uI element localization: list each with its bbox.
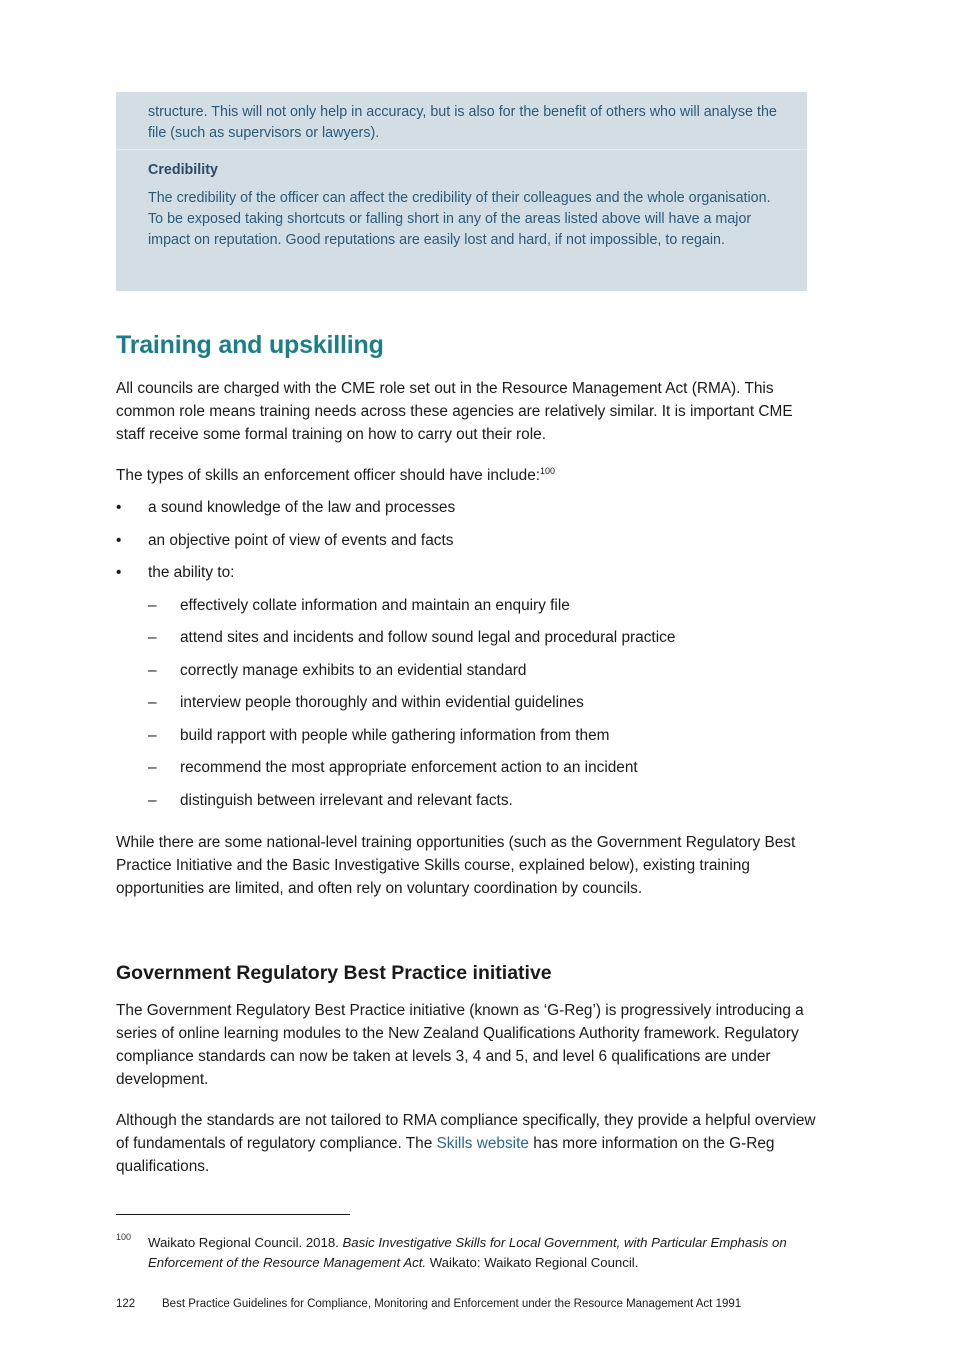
footnote-ref[interactable]: 100 [540, 465, 556, 476]
page-number: 122 [116, 1298, 136, 1310]
list-item-text: the ability to: [148, 564, 235, 581]
sub-list-item-text: recommend the most appropriate enforcement action to an incident [180, 759, 638, 776]
subsection-paragraph: The Government Regulatory Best Practice initiative (known as ‘G-Reg’) is progressively introducing a series of online learning modules to the New Zealand Qualifications Authority framework. Regulatory compliance standards can now be taken at levels 3, 4 and 5, and level 6 qualifications are under development. [116, 1002, 804, 1088]
page-footer [116, 1298, 741, 1310]
sub-list-item-text: distinguish between irrelevant and relevant facts. [180, 792, 513, 809]
document-title: Best Practice Guidelines for Compliance, Monitoring and Enforcement under the Resource Management Act 1991 [162, 1298, 742, 1310]
list-item-text: an objective point of view of events and facts [148, 532, 454, 549]
callout-box [116, 92, 807, 291]
paragraph-text: Although the standards are not tailored to RMA compliance specifically, they provide a helpful overview of fundamentals of regulatory compliance. The [116, 1112, 816, 1152]
footnote-number: 100 [116, 1232, 132, 1242]
footnote-publisher: Waikato: Waikato Regional Council. [426, 1255, 639, 1270]
dash-icon: – [148, 597, 157, 614]
subsection-paragraph-skills [116, 1109, 816, 1178]
sub-list-item-text: effectively collate information and maintain an enquiry file [180, 597, 570, 614]
section-intro: All councils are charged with the CME role set out in the Resource Management Act (RMA). This common role means training needs across these agencies are relatively similar. It is important CME staff receive some formal training on how to carry out their role. [116, 380, 793, 443]
footnote-author: Waikato Regional Council. 2018. [148, 1235, 343, 1250]
skills-lead-text: The types of skills an enforcement officer should have include: [116, 467, 541, 484]
section-closing: While there are some national-level training opportunities (such as the Government Regulatory Best Practice Initiative and the Basic Investigative Skills course, explained below), existing training opportunities are limited, and often rely on voluntary coordination by councils. [116, 834, 796, 897]
callout-paragraph: structure. This will not only help in accuracy, but is also for the benefit of others who will analyse the file (such as supervisors or lawyers). [148, 104, 777, 141]
dash-icon: – [148, 759, 157, 776]
dash-icon: – [148, 629, 157, 646]
bullet-icon: • [116, 564, 122, 581]
paragraph-text: has more information on the G-Reg qualifications. [116, 1135, 775, 1175]
bullet-icon: • [116, 499, 122, 516]
footnote-text [148, 1233, 788, 1273]
skills-website-link[interactable]: Skills website [436, 1135, 529, 1152]
skills-lead [116, 464, 816, 487]
callout-heading: Credibility [148, 162, 218, 178]
callout-paragraph-credibility: The credibility of the officer can affect the credibility of their colleagues and the whole organisation. To be exposed taking shortcuts or falling short in any of the areas listed above will have a major impact on reputation. Good reputations are easily lost and hard, if not impossible, to regain. [148, 190, 771, 248]
footnote-title: Basic Investigative Skills for Local Government, with Particular Emphasis on Enforcement of the Resource Management Act. [148, 1235, 787, 1270]
subsection-title: Government Regulatory Best Practice initiative [116, 962, 552, 984]
sub-list-item-text: build rapport with people while gathering information from them [180, 727, 610, 744]
footnote-divider [116, 1214, 350, 1215]
dash-icon: – [148, 792, 157, 809]
list-item-text: a sound knowledge of the law and processes [148, 499, 456, 516]
sub-list-item-text: interview people thoroughly and within evidential guidelines [180, 694, 584, 711]
callout-divider [116, 149, 807, 150]
sub-list-item-text: attend sites and incidents and follow sound legal and procedural practice [180, 629, 676, 646]
section-title: Training and upskilling [116, 331, 384, 359]
sub-list-item-text: correctly manage exhibits to an evidential standard [180, 662, 527, 679]
dash-icon: – [148, 727, 157, 744]
bullet-icon: • [116, 532, 122, 549]
dash-icon: – [148, 694, 157, 711]
dash-icon: – [148, 662, 157, 679]
